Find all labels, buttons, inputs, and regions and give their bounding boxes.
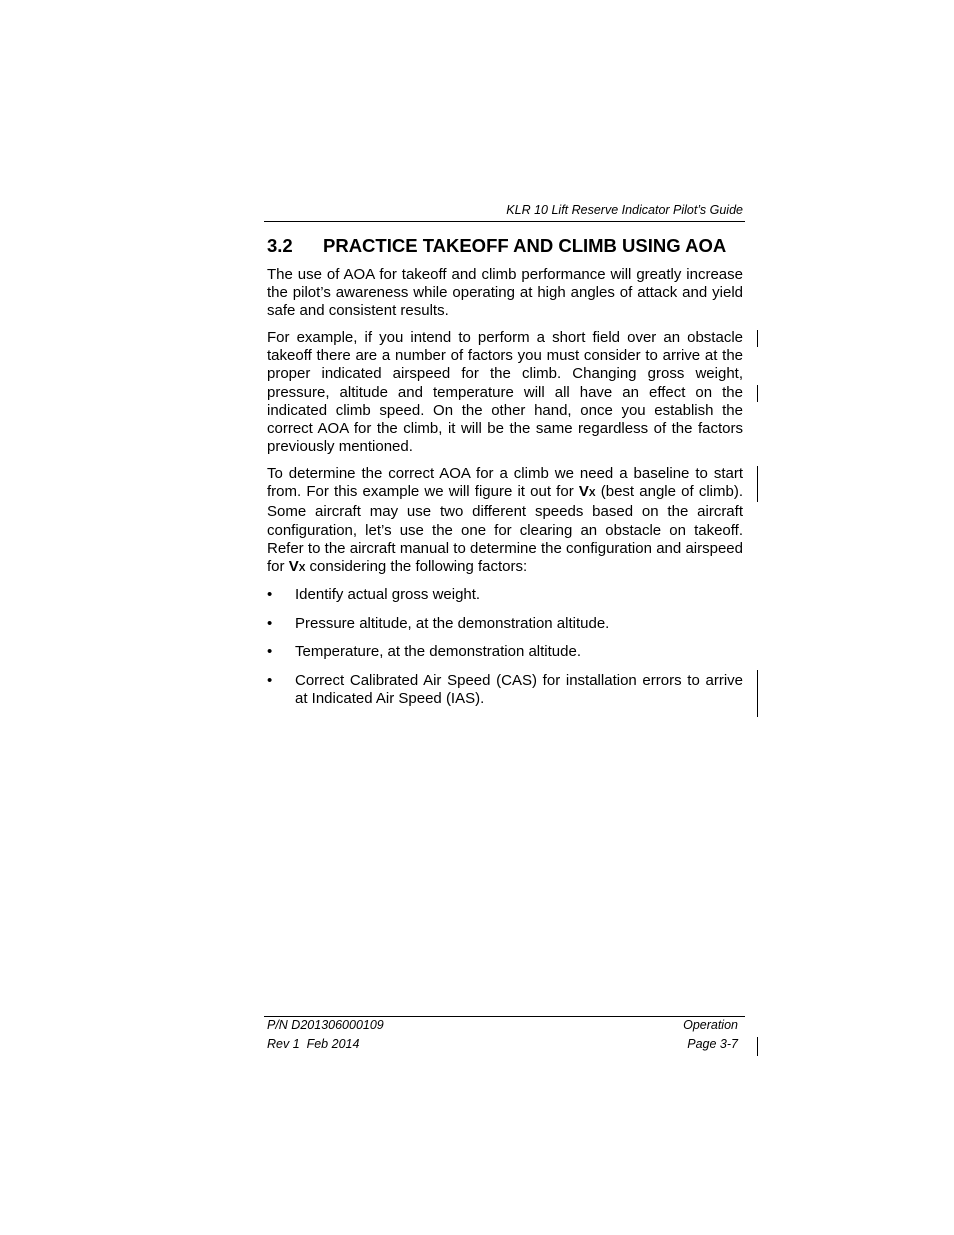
bullet-icon: • xyxy=(267,672,273,690)
section-number: 3.2 xyxy=(267,235,293,256)
paragraph-baseline xyxy=(267,465,743,578)
running-header: KLR 10 Lift Reserve Indicator Pilot’s Guide xyxy=(506,203,743,217)
revision-date: Rev 1 Feb 2014 xyxy=(267,1037,360,1051)
section-heading xyxy=(267,235,743,257)
change-bar xyxy=(757,670,758,717)
list-item: • Temperature, at the demonstration altitude. xyxy=(267,643,581,661)
paragraph-baseline-part-3: considering the following factors: xyxy=(305,558,528,576)
section-title: PRACTICE TAKEOFF AND CLIMB USING AOA xyxy=(323,235,727,256)
header-rule xyxy=(264,221,745,222)
paragraph-baseline-part-2: (best angle of climb). Some aircraft may use two different speeds based on the aircraft configuration, let’s use the one for clearing an obstacle on takeoff. Refer to the aircraft manual to determine the configuration and airspeed for xyxy=(267,483,743,576)
vx-symbol: VX xyxy=(578,483,596,501)
page-number: Page 3-7 xyxy=(687,1037,738,1051)
paragraph-example: For example, if you intend to perform a short field over an obstacle takeoff there are a number of factors you must consider to arrive at the proper indicated airspeed for the climb. Changing gross weight, pressure, altitude and temperature will all have an effect on the indicated climb speed. On the other hand, once you establish the correct AOA for the climb, it will be the same regardless of the factors previously mentioned. xyxy=(267,329,743,456)
footer-rule xyxy=(264,1016,745,1017)
vx-symbol: VX xyxy=(288,558,306,576)
paragraph-intro: The use of AOA for takeoff and climb performance will greatly increase the pilot’s awareness while operating at high angles of attack and yield safe and consistent results. xyxy=(267,266,743,320)
factor-list xyxy=(267,586,743,709)
list-item: • Identify actual gross weight. xyxy=(267,586,481,603)
list-item: • Correct Calibrated Air Speed (CAS) for installation errors to arrive at Indicated Air Speed (IAS). xyxy=(267,672,743,708)
change-bar xyxy=(757,385,758,402)
bullet-icon: • xyxy=(267,643,273,661)
bullet-icon: • xyxy=(267,614,273,632)
change-bar xyxy=(757,466,758,502)
change-bar xyxy=(757,1037,758,1056)
paragraph-baseline-part-1: To determine the correct AOA for a climb we need a baseline to start from. For this example we will figure it out for xyxy=(267,465,743,501)
bullet-icon: • xyxy=(267,586,273,603)
chapter-name: Operation xyxy=(683,1018,738,1032)
list-item: • Pressure altitude, at the demonstration altitude. xyxy=(267,614,610,632)
part-number: P/N D201306000109 xyxy=(267,1018,384,1032)
change-bar xyxy=(757,330,758,347)
